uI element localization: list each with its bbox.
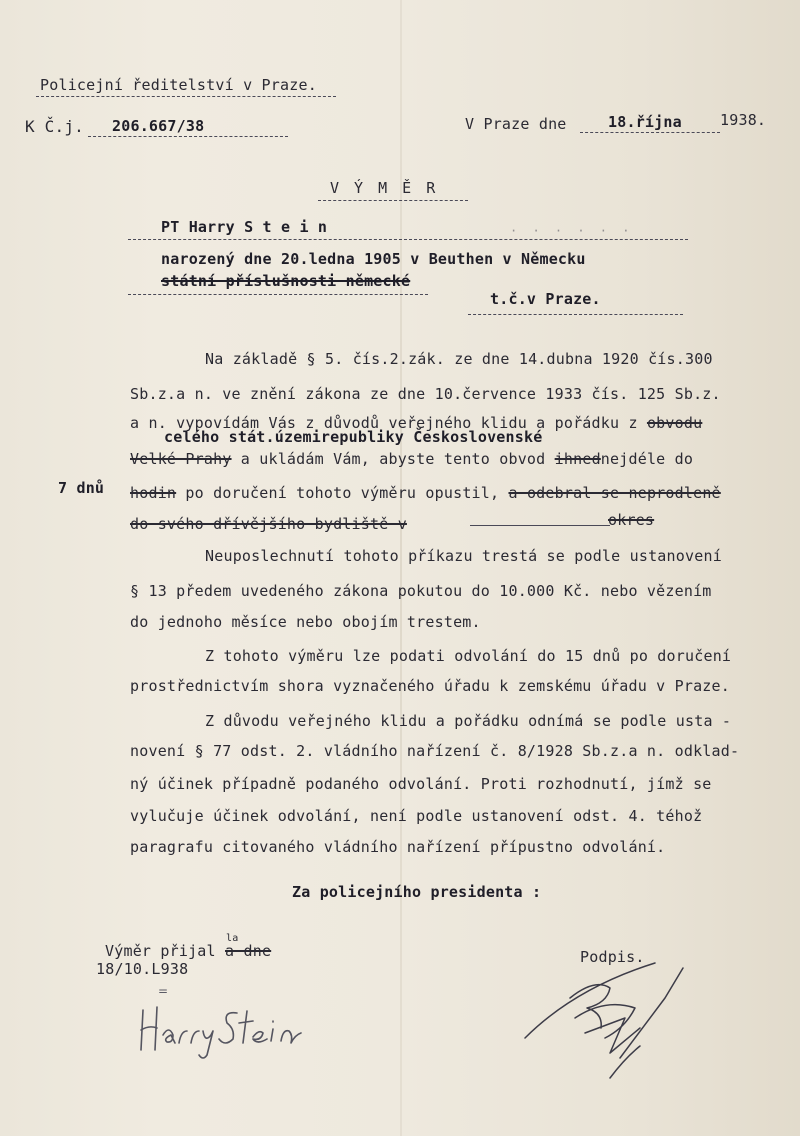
reference-number: 206.667/38 [112,117,205,135]
receipt-line-1 [105,942,271,960]
inserted-territory: celého stát.územirepubliky Československé [164,428,543,446]
closing-line: Za policejního presidenta : [292,883,542,901]
addressee-citizenship: státní příslušnosti německé [161,272,411,290]
handwritten-signature [135,995,305,1065]
name-underline [128,239,688,240]
document-year: 1938. [720,111,767,129]
official-signature [515,958,705,1088]
p2-line-3: do jednoho měsíce nebo obojím trestem. [130,613,481,631]
p2-line-2: § 13 předem uvedeného zákona pokutou do 10.000 Kč. nebo vězením [130,582,712,600]
addressee-residence: t.č.v Praze. [490,290,601,308]
p1-line-1: Na základě § 5. čís.2.zák. ze dne 14.dubna 1920 čís.300 [205,350,713,368]
faded-marks: · · · · · · [510,224,634,238]
p2-line-1: Neuposlechnutí tohoto příkazu trestá se podle ustanovení [205,547,722,565]
receipt-struck: a dne [225,942,272,960]
p4-line-5: paragrafu citovaného vládního nařízení přípustno odvolání. [130,838,666,856]
struck-okres: okres [608,511,655,529]
paper-fold [400,0,402,1136]
reference-underline [88,136,288,137]
p1-line-4-end: nejdéle do [600,450,694,468]
residence-underline [468,314,683,315]
struck-hodin: hodin [130,484,177,502]
struck-velke-prahy: Velké Prahy [130,450,232,468]
p1-line-3-text: a n. vypovídám Vás z důvodů veřejného klidu a pořádku z [130,414,638,432]
struck-ihned: ihned [554,450,601,468]
addressee-birth: narozený dne 20.ledna 1905 v Beuthen v Německu [161,250,586,268]
document-title: V Ý M Ě R [330,179,439,197]
p1-line-2: Sb.z.a n. ve znění zákona ze dne 10.července 1933 čís. 125 Sb.z. [130,385,721,403]
p4-line-2: novení § 77 odst. 2. vládního nařízení č. 8/1928 Sb.z.a n. odklad- [130,742,740,760]
p3-line-1: Z tohoto výměru lze podati odvolání do 15 dnů po doručení [205,647,732,665]
p4-line-4: vylučuje účinek odvolání, není podle ustanovení odst. 4. téhož [130,807,703,825]
p3-line-2: prostřednictvím shora vyznačeného úřadu k zemskému úřadu v Praze. [130,677,730,695]
receipt-line-2: 18/10.L938 [96,960,189,978]
receipt-text: Výměr přijal [105,942,216,960]
struck-odebral: a odebral se neprodleně [508,484,721,502]
struck-blank-line [470,525,610,526]
p1-line-6 [130,515,407,533]
receipt-superscript: la [226,933,239,944]
margin-note: 7 dnů [58,479,105,497]
p4-line-1: Z důvodu veřejného klidu a pořádku odnímá se podle usta - [205,712,732,730]
office-underline [36,96,336,97]
struck-bydliste: do svého dřívějšího bydliště v [130,515,407,533]
p1-line-5-text: po doručení tohoto výměru opustil, [185,484,500,502]
addressee-name: PT Harry S t e i n [161,218,328,236]
document-date: 18.října [608,113,682,131]
citizenship-underline [128,294,428,295]
date-underline [580,132,720,133]
title-underline [318,200,468,201]
signature-label: Podpis. [580,948,645,966]
p1-line-4 [130,450,693,468]
reference-label: K Č.j. [25,117,84,136]
p4-line-3: ný účinek případně podaného odvolání. Proti rozhodnutí, jímž se [130,775,712,793]
struck-obvodu: obvodu [646,414,703,432]
office-name: Policejní ředitelství v Praze. [40,76,317,94]
p1-line-4-text: a ukládám Vám, abyste tento obvod [240,450,546,468]
p1-line-5 [130,484,721,502]
place-date-prefix: V Praze dne [465,115,567,133]
pencil-mark: = [158,984,169,998]
